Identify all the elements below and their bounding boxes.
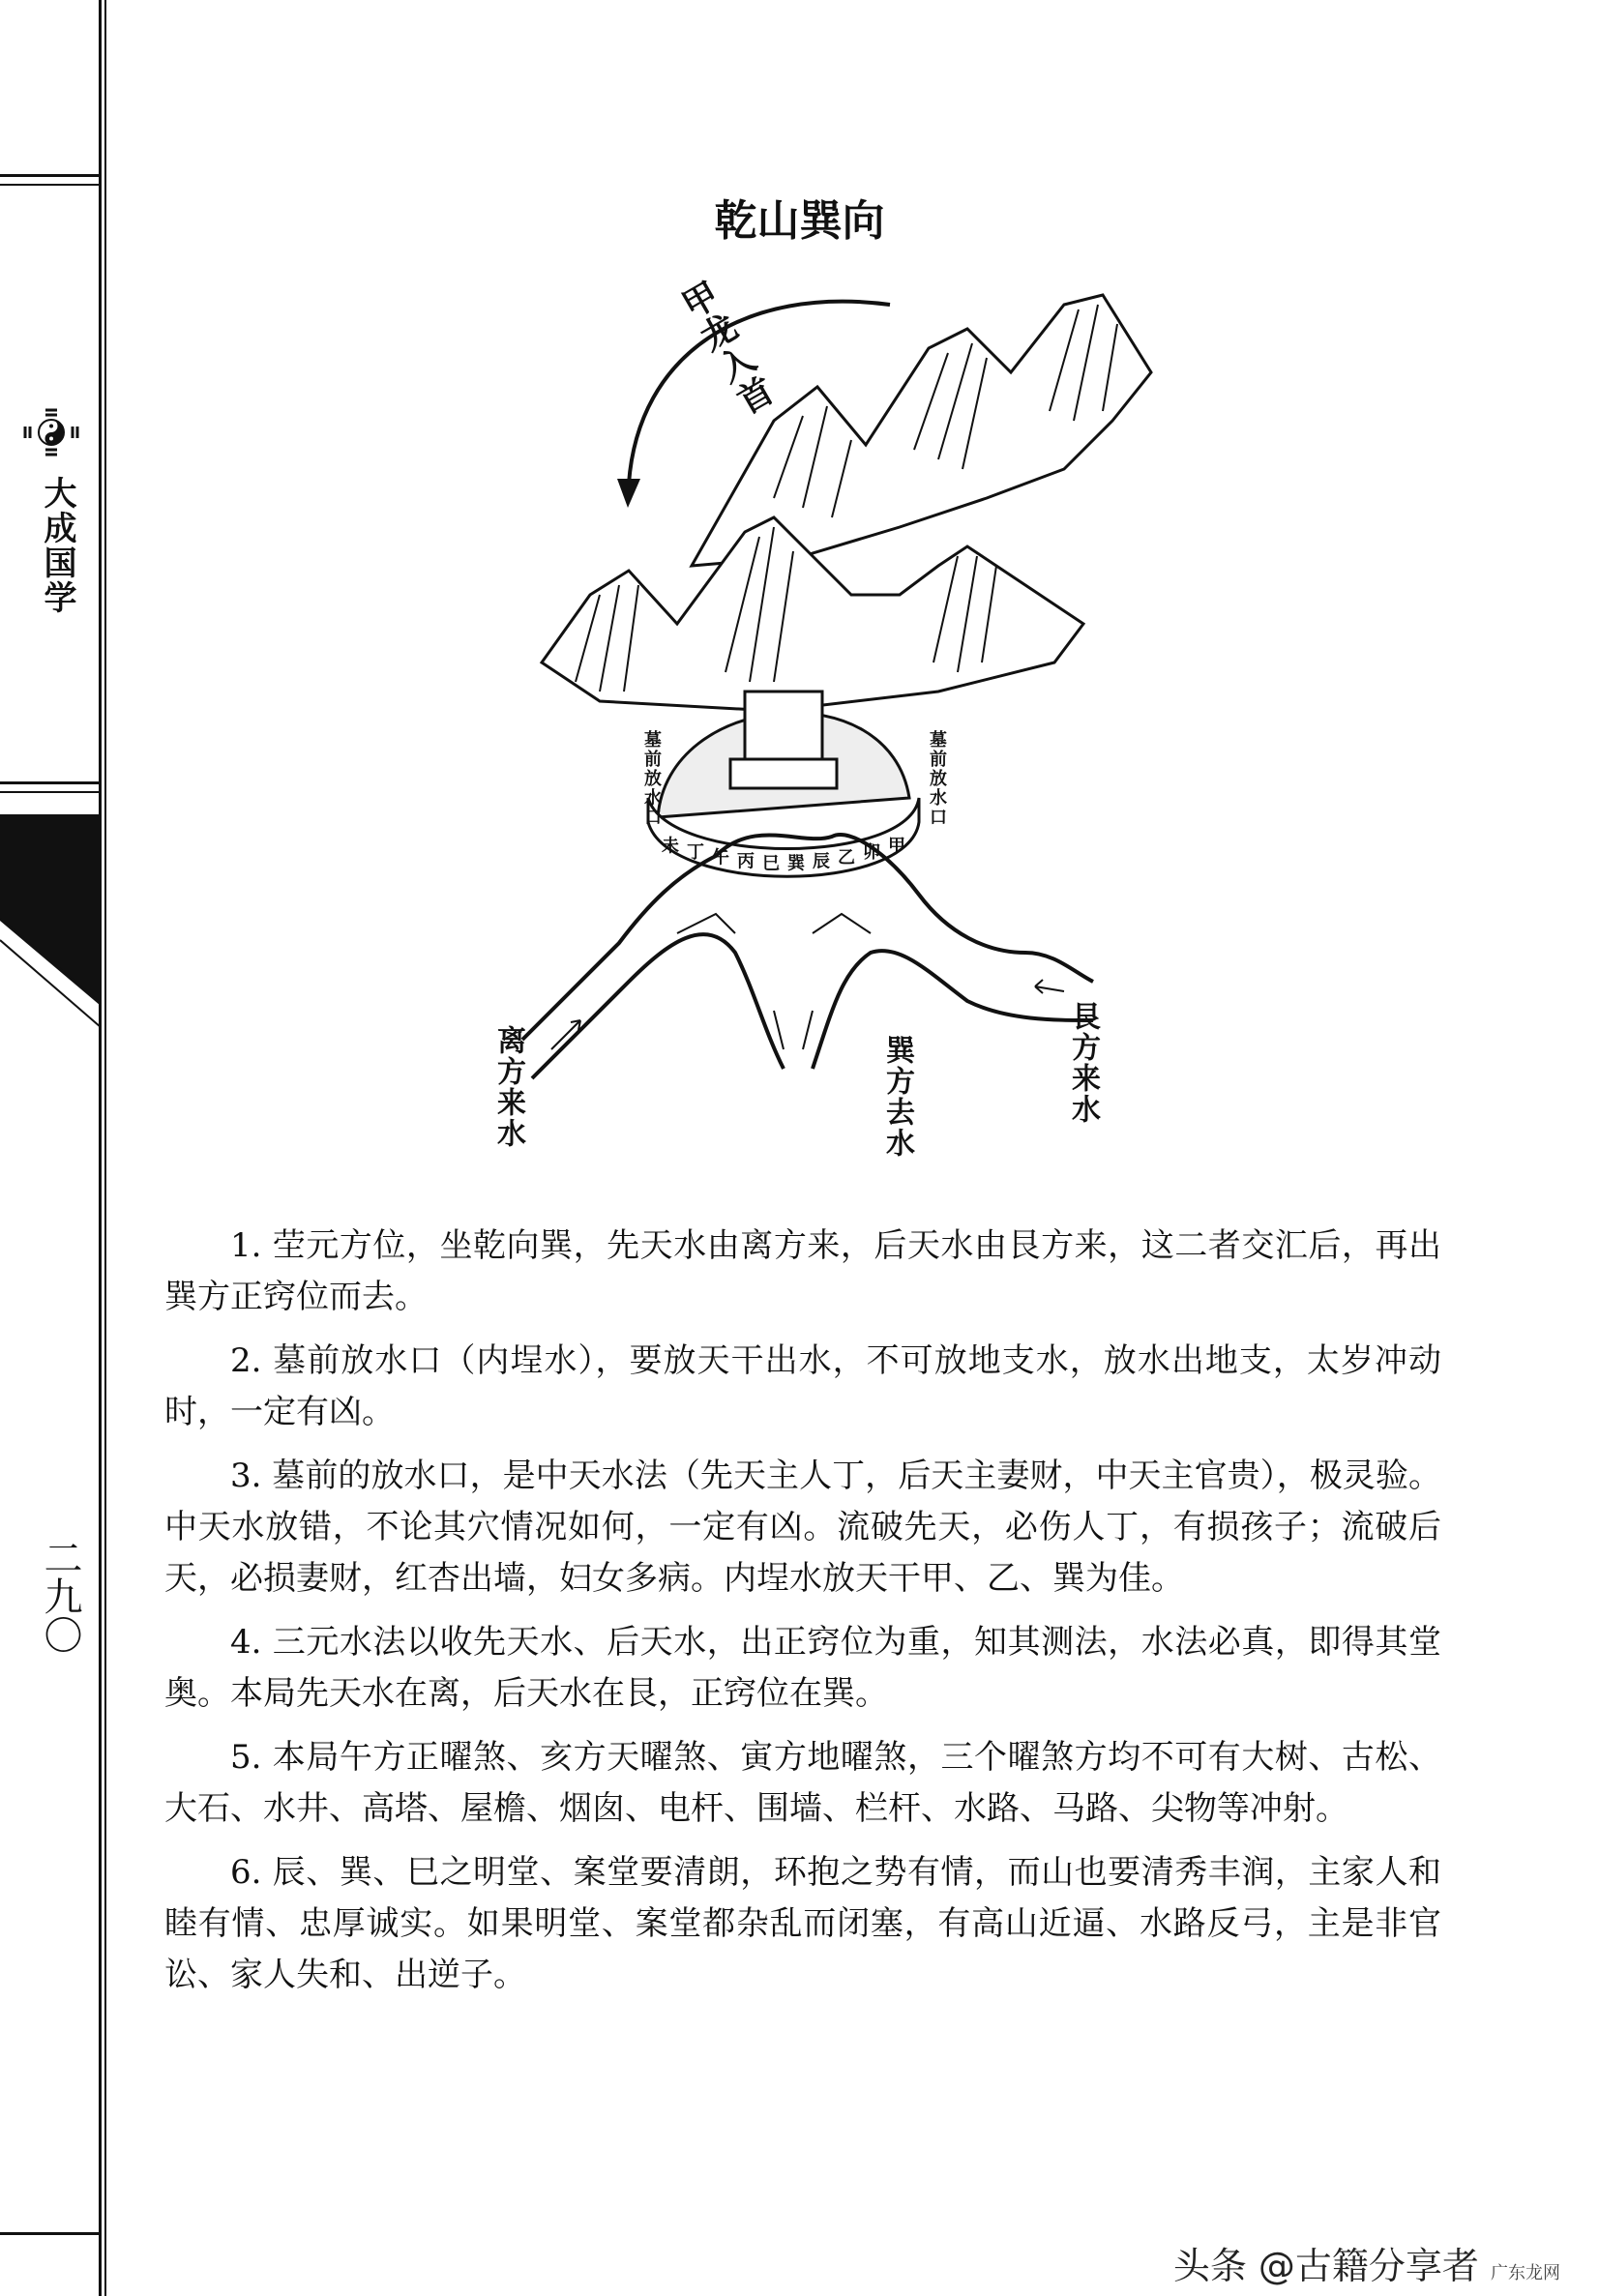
margin-rule: [0, 791, 101, 793]
page-number: 二九〇: [38, 1538, 82, 1654]
ring-label: 未: [662, 836, 679, 857]
watermark: [1173, 2236, 1560, 2289]
dragon-arrowhead: [617, 479, 640, 508]
ring-label: 乙: [838, 847, 855, 868]
margin-line: [99, 0, 102, 2296]
paragraph: 6. 辰、巽、巳之明堂、案堂要清朗，环抱之势有情，而山也要清秀丰润，主家人和睦有情、忠厚诚实。如果明堂、案堂都杂乱而闭塞，有高山近逼、水路反弓，主是非官讼、家人失和、出逆子。: [164, 1853, 1441, 1994]
taiji-bagua-icon: [19, 404, 83, 460]
dragon-entry-label: 甲龙入首: [671, 276, 780, 424]
incoming-water-gen-label: 艮方来水: [1066, 1001, 1100, 1125]
paragraph: 4. 三元水法以收先天水、后天水，出正窍位为重，知其测法，水法必真，即得其堂奥。本局先天水在离，后天水在艮，正窍位在巽。: [164, 1623, 1441, 1713]
margin-line-inner: [104, 0, 106, 2296]
margin-rule: [0, 174, 101, 177]
body-text: [164, 1221, 1441, 2014]
margin-rule: [0, 781, 101, 784]
brand-name: 大成国学: [38, 476, 76, 615]
ring-label: 丁: [687, 841, 704, 863]
side-margin: [0, 0, 104, 2296]
black-band: [0, 814, 104, 1046]
water-outlet-label-left: 墓前放水口: [641, 730, 662, 827]
paragraph: 5. 本局午方正曜煞、亥方天曜煞、寅方地曜煞，三个曜煞方均不可有大树、古松、大石、水井、高塔、屋檐、烟囱、电杆、围墙、栏杆、水路、马路、尖物等冲射。: [164, 1738, 1441, 1828]
ring-label: 午: [712, 847, 729, 868]
fengshui-diagram: [484, 276, 1161, 1175]
ring-label: 丙: [737, 851, 755, 872]
paragraph: 3. 墓前的放水口，是中天水法（先天主人丁，后天主妻财，中天主官贵），极灵验。中天水放错，不论其穴情况如何，一定有凶。流破先天，必伤人丁，有损孩子；流破后天，必损妻财，红杏出墙，妇女多病。内埕水放天干甲、乙、巽为佳。: [164, 1457, 1441, 1598]
ring-label: 辰: [813, 851, 830, 872]
ring-label: 巽: [787, 853, 805, 874]
margin-rule: [0, 2232, 101, 2235]
mountain-range: [542, 295, 1151, 711]
ring-label: 巳: [762, 853, 780, 874]
page-title: 乾山巽向: [714, 196, 885, 246]
watermark-main: 头条 @古籍分享者: [1172, 2245, 1479, 2287]
incoming-water-li-label: 离方来水: [491, 1025, 525, 1149]
ring-label: 甲: [888, 836, 905, 857]
watermark-corner: 广东龙网: [1491, 2263, 1560, 2283]
water-outlet-label-right: 墓前放水口: [927, 730, 947, 827]
paragraph: 1. 茔元方位，坐乾向巽，先天水由离方来，后天水由艮方来，这二者交汇后，再出巽方正窍位而去。: [164, 1226, 1441, 1316]
outgoing-water-xun-label: 巽方去水: [880, 1035, 914, 1159]
ring-label: 卯: [863, 841, 880, 863]
paragraph: 2. 墓前放水口（内埕水），要放天干出水，不可放地支水，放水出地支，太岁冲动时，一定有凶。: [164, 1341, 1441, 1431]
